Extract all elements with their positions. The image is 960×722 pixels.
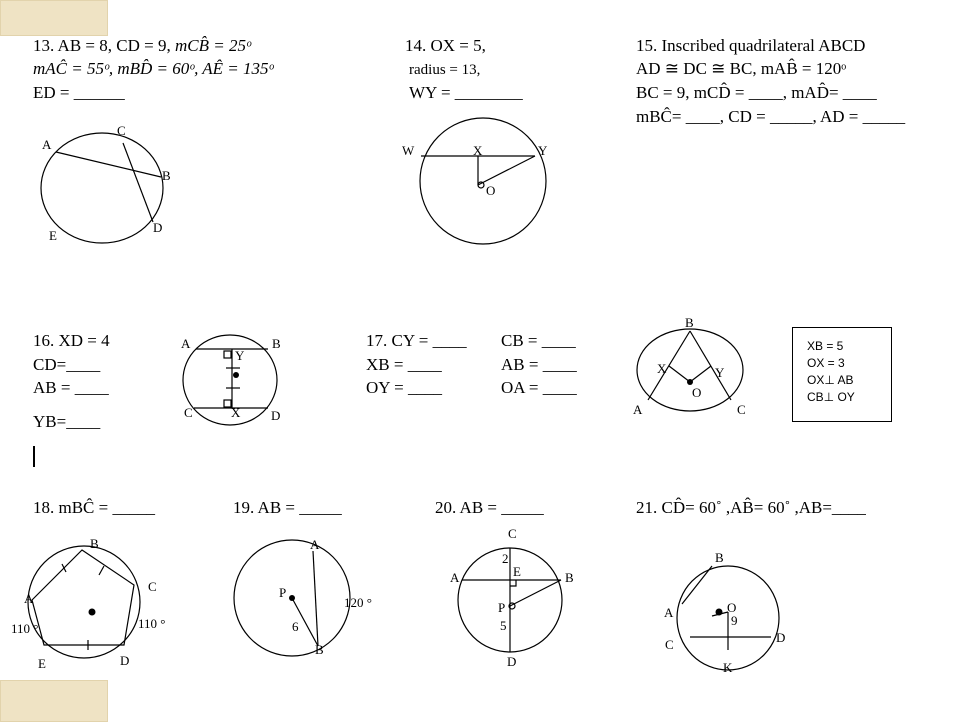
p16-label-a: A bbox=[181, 336, 191, 351]
p20-label-a: A bbox=[450, 570, 460, 585]
p14-circle bbox=[420, 118, 546, 244]
p16-line4: YB=____ bbox=[33, 412, 101, 431]
p17-segment-oy bbox=[690, 366, 711, 382]
p17-label-x: X bbox=[657, 361, 667, 376]
p14-line1: 14. OX = 5, bbox=[405, 36, 486, 55]
p18-angle-right: 110 ° bbox=[138, 616, 166, 631]
p14-line2: radius = 13, bbox=[409, 62, 481, 78]
p19-title: 19. AB = _____ bbox=[233, 498, 342, 517]
p17-given-3: OX⊥ AB bbox=[807, 373, 854, 387]
p20-radius-pb bbox=[510, 580, 561, 606]
p17-circle bbox=[637, 329, 743, 411]
p13-chord-ab bbox=[56, 152, 161, 177]
p13-line1-a: 13. AB = 8, CD = 9, bbox=[33, 36, 175, 55]
p14-label-w: W bbox=[402, 143, 415, 158]
p15-line1: 15. Inscribed quadrilateral ABCD bbox=[636, 36, 866, 55]
p20-label-five: 5 bbox=[500, 618, 507, 633]
p13-chord-cd bbox=[123, 143, 153, 222]
p18-tick-ab bbox=[62, 564, 66, 572]
p19-label-b: B bbox=[315, 642, 324, 657]
p14-label-o: O bbox=[486, 183, 496, 198]
p14-label-y: Y bbox=[538, 143, 548, 158]
p21-title: 21. CD̂= 60˚ ,AB̂= 60˚ ,AB=____ bbox=[636, 498, 866, 517]
p16-label-c: C bbox=[184, 405, 193, 420]
p17-label-b: B bbox=[685, 315, 694, 330]
p16-dot bbox=[233, 372, 239, 378]
p15-line3: BC = 9, mCD̂ = ____, mAD̂= ____ bbox=[636, 83, 877, 102]
p16-label-d: D bbox=[271, 408, 281, 423]
p19-label-a: A bbox=[310, 537, 320, 552]
p20-label-c: C bbox=[508, 526, 517, 541]
p21-label-k: K bbox=[723, 660, 733, 675]
p19-chord-ab bbox=[313, 551, 318, 646]
p20-label-p: P bbox=[498, 600, 506, 615]
p21-chord-ab bbox=[682, 566, 712, 604]
p17-right3: OA = ____ bbox=[501, 378, 577, 397]
p17-label-c: C bbox=[737, 402, 746, 417]
p20-label-two: 2 bbox=[502, 551, 509, 566]
p13-line3: ED = ______ bbox=[33, 83, 125, 102]
p13-label-a: A bbox=[42, 137, 52, 152]
p17-right1: CB = ____ bbox=[501, 331, 576, 350]
p21-label-o: O bbox=[727, 600, 737, 615]
p15-line4: mBĈ= ____, CD = _____, AD = _____ bbox=[636, 107, 906, 126]
p20-label-d: D bbox=[507, 654, 517, 669]
p18-pentagon bbox=[32, 550, 134, 645]
p17-label-y: Y bbox=[715, 365, 725, 380]
p21-label-d: D bbox=[776, 630, 786, 645]
p20-label-b: B bbox=[565, 570, 574, 585]
p17-line1: 17. CY = ____ bbox=[366, 331, 467, 350]
p17-given-2: OX = 3 bbox=[807, 356, 845, 370]
p18-angle-left: 110 ° bbox=[11, 621, 39, 636]
p13-line1-b: mCB̂ = 25ᵒ bbox=[174, 36, 251, 55]
p18-tick-bc bbox=[99, 566, 104, 575]
p16-line1: 16. XD = 4 bbox=[33, 331, 110, 350]
p14-label-x: X bbox=[473, 143, 483, 158]
p16-label-x: X bbox=[231, 405, 241, 420]
p19-arc-label: 120 ° bbox=[344, 595, 372, 610]
p18-label-e: E bbox=[38, 656, 46, 671]
p13-label-c: C bbox=[117, 123, 126, 138]
p16-line2: CD=____ bbox=[33, 355, 101, 374]
p18-circle bbox=[28, 546, 140, 658]
p18-title: 18. mBĈ = _____ bbox=[33, 498, 155, 517]
p18-label-d: D bbox=[120, 653, 130, 668]
p20-label-e: E bbox=[513, 564, 521, 579]
p13-label-d: D bbox=[153, 220, 163, 235]
p16-right-angle-x bbox=[224, 400, 231, 407]
p17-label-a: A bbox=[633, 402, 643, 417]
p21-label-c: C bbox=[665, 637, 674, 652]
p19-label-p: P bbox=[279, 585, 287, 600]
p17-right2: AB = ____ bbox=[501, 355, 577, 374]
p20-right-angle bbox=[510, 580, 516, 586]
p20-title: 20. AB = _____ bbox=[435, 498, 544, 517]
p18-label-c: C bbox=[148, 579, 157, 594]
p16-label-b: B bbox=[272, 336, 281, 351]
p17-segment-ox bbox=[669, 366, 690, 382]
p21-label-a: A bbox=[664, 605, 674, 620]
p21-label-nine: 9 bbox=[731, 613, 738, 628]
p21-label-b: B bbox=[715, 550, 724, 565]
p14-line3: WY = ________ bbox=[409, 83, 523, 102]
p17-chord-ba bbox=[648, 331, 690, 400]
p16-right-angle-y bbox=[224, 351, 231, 358]
p17-line2: XB = ____ bbox=[366, 355, 442, 374]
p17-line3: OY = ____ bbox=[366, 378, 443, 397]
p13-line2: mAĈ = 55ᵒ, mBD̂ = 60ᵒ, AÊ = 135ᵒ bbox=[33, 59, 274, 78]
p18-label-a: A bbox=[24, 591, 34, 606]
p15-line2: AD ≅ DC ≅ BC, mAB̂ = 120ᵒ bbox=[636, 59, 847, 78]
p16-label-y: Y bbox=[235, 348, 245, 363]
p16-line3: AB = ____ bbox=[33, 378, 109, 397]
p13-label-b: B bbox=[162, 168, 171, 183]
p21-dot bbox=[716, 609, 723, 616]
p19-dot bbox=[289, 595, 295, 601]
p17-given-1: XB = 5 bbox=[807, 339, 844, 353]
p18-label-b: B bbox=[90, 536, 99, 551]
p13-label-e: E bbox=[49, 228, 57, 243]
p19-label-six: 6 bbox=[292, 619, 299, 634]
p17-given-4: CB⊥ OY bbox=[807, 390, 855, 404]
p17-label-o: O bbox=[692, 385, 702, 400]
p13-circle bbox=[41, 133, 163, 243]
p14-segment-oy bbox=[478, 156, 535, 185]
p18-dot bbox=[89, 609, 96, 616]
